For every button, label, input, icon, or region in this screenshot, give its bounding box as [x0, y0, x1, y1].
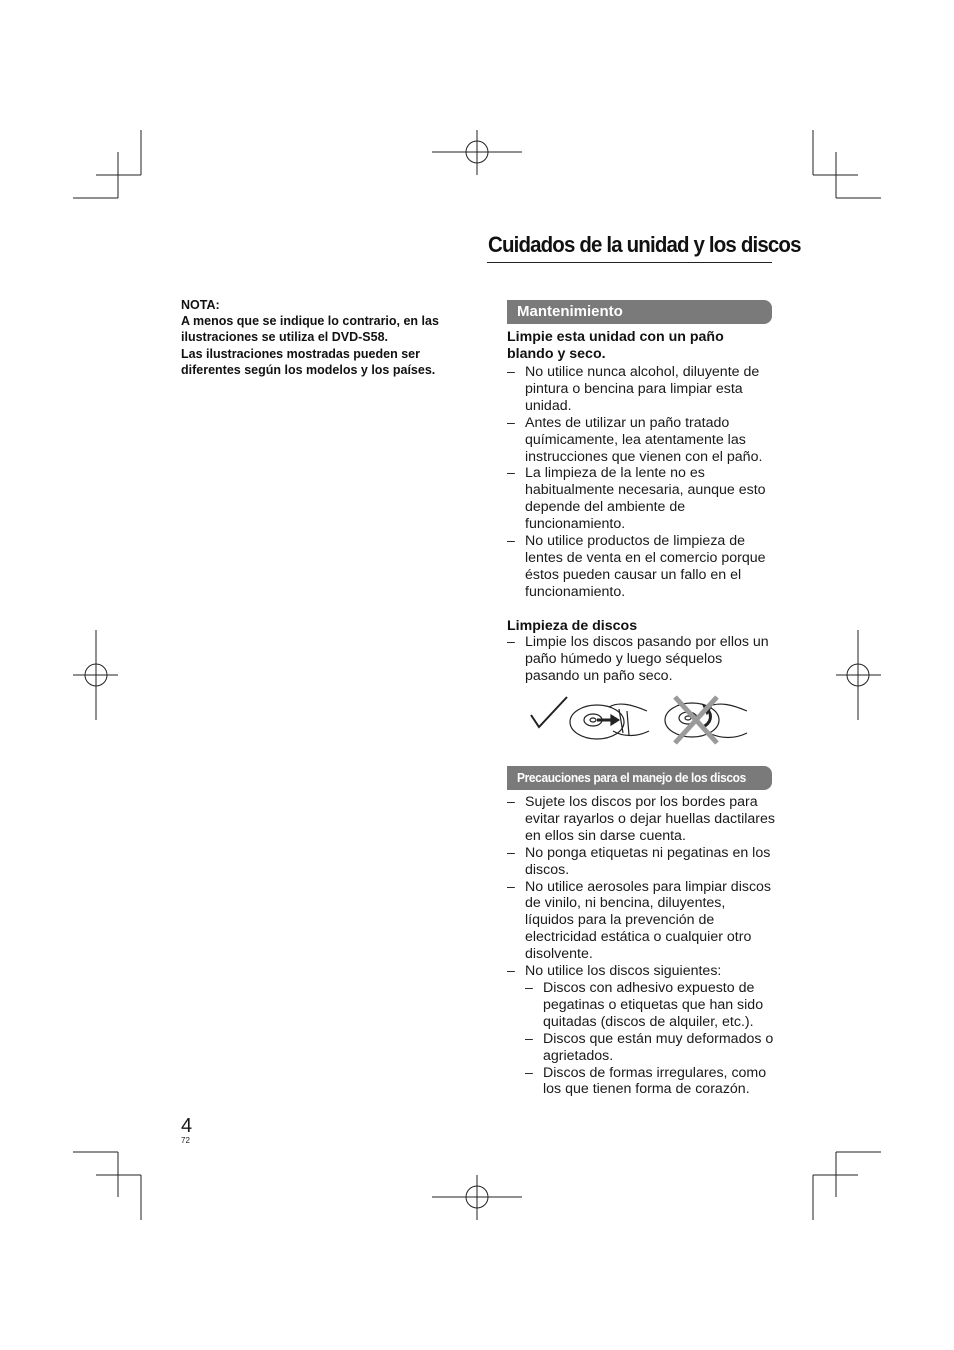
- dash-marker: –: [507, 634, 515, 650]
- registration-target-top: [432, 130, 522, 175]
- page-number: 4: [181, 1115, 193, 1137]
- list-item: – No utilice nunca alcohol, diluyente de pintura o bencina para limpiar esta unidad.: [507, 364, 760, 414]
- nota-line: Las ilustraciones mostradas pueden ser: [181, 346, 420, 361]
- mantenimiento-list: [507, 364, 775, 601]
- list-item: – No ponga etiquetas ni pegatinas en los discos.: [507, 844, 771, 878]
- dash-marker: –: [507, 794, 515, 810]
- list-item: – Discos de formas irregulares, como los que tienen forma de corazón.: [525, 1064, 767, 1098]
- list-item: – No utilice productos de limpieza de lentes de venta en el comercio porque éstos pueden causar un fallo en el funcionamiento.: [507, 533, 766, 600]
- dash-marker: –: [507, 364, 515, 380]
- dash-marker: –: [507, 878, 515, 895]
- list-item: – Limpie los discos pasando por ellos un paño húmedo y luego séquelos pasando un paño seco.: [507, 634, 769, 684]
- limpieza-subheading: Limpieza de discos: [507, 618, 638, 634]
- list-item: – Discos que están muy deformados o agrietados.: [525, 1030, 774, 1064]
- registration-target-left: [73, 630, 118, 720]
- dash-marker: –: [507, 465, 515, 482]
- mantenimiento-subheading: Limpie esta unidad con un paño blando y seco.: [507, 329, 724, 362]
- title-underline: [487, 262, 772, 263]
- nota-block: [181, 297, 471, 378]
- dash-marker: –: [507, 963, 515, 980]
- page-subnumber: 72: [181, 1136, 190, 1145]
- dash-marker: –: [507, 414, 515, 431]
- registration-target-right: [836, 630, 881, 720]
- list-item: – No utilice aerosoles para limpiar discos de vinilo, ni bencina, diluyentes, líquidos para la prevención de electricidad estática o cualquier otro disolvente.: [507, 878, 772, 963]
- list-item: – Discos con adhesivo expuesto de pegatinas o etiquetas que han sido quitadas (discos de alquiler, etc.).: [525, 979, 764, 1030]
- dash-marker: –: [507, 844, 515, 861]
- limpieza-list: [507, 634, 775, 685]
- list-item: – Sujete los discos por los bordes para evitar rayarlos o dejar huellas dactilares en ellos sin darse cuenta.: [507, 794, 775, 844]
- nested-list: [525, 980, 775, 1098]
- list-item: – No utilice los discos siguientes: – Discos con adhesivo expuesto de pegatinas o etiquetas que han sido quitadas (discos de alquiler, etc.). – Discos que están muy deformados o agrietados. – Discos de formas irregulares, como los que tienen forma de corazón.: [507, 963, 774, 1098]
- nota-line: diferentes según los modelos y los países.: [181, 362, 436, 377]
- dash-marker: –: [525, 979, 533, 996]
- section-heading-mantenimiento: Mantenimiento: [507, 300, 772, 324]
- registration-target-bottom: [432, 1175, 522, 1220]
- dash-marker: –: [525, 1030, 533, 1047]
- section-heading-precauciones: Precauciones para el manejo de los discos: [507, 766, 772, 790]
- dash-marker: –: [507, 533, 515, 550]
- nota-heading: NOTA:: [181, 298, 220, 312]
- list-item: – Antes de utilizar un paño tratado químicamente, lea atentamente las instrucciones que vienen con el paño.: [507, 414, 763, 465]
- checkmark-icon: [531, 697, 567, 727]
- page-title: Cuidados de la unidad y los discos: [488, 232, 801, 257]
- nota-line: A menos que se indique lo contrario, en las: [181, 314, 439, 329]
- list-item: – La limpieza de la lente no es habitualmente necesaria, aunque esto depende del ambiente de funcionamiento.: [507, 465, 766, 533]
- precauciones-list: [507, 794, 775, 1098]
- disc-cleaning-illustration: [527, 693, 752, 747]
- nota-line: ilustraciones se utiliza el DVD-S58.: [181, 330, 389, 345]
- dash-marker: –: [525, 1064, 533, 1081]
